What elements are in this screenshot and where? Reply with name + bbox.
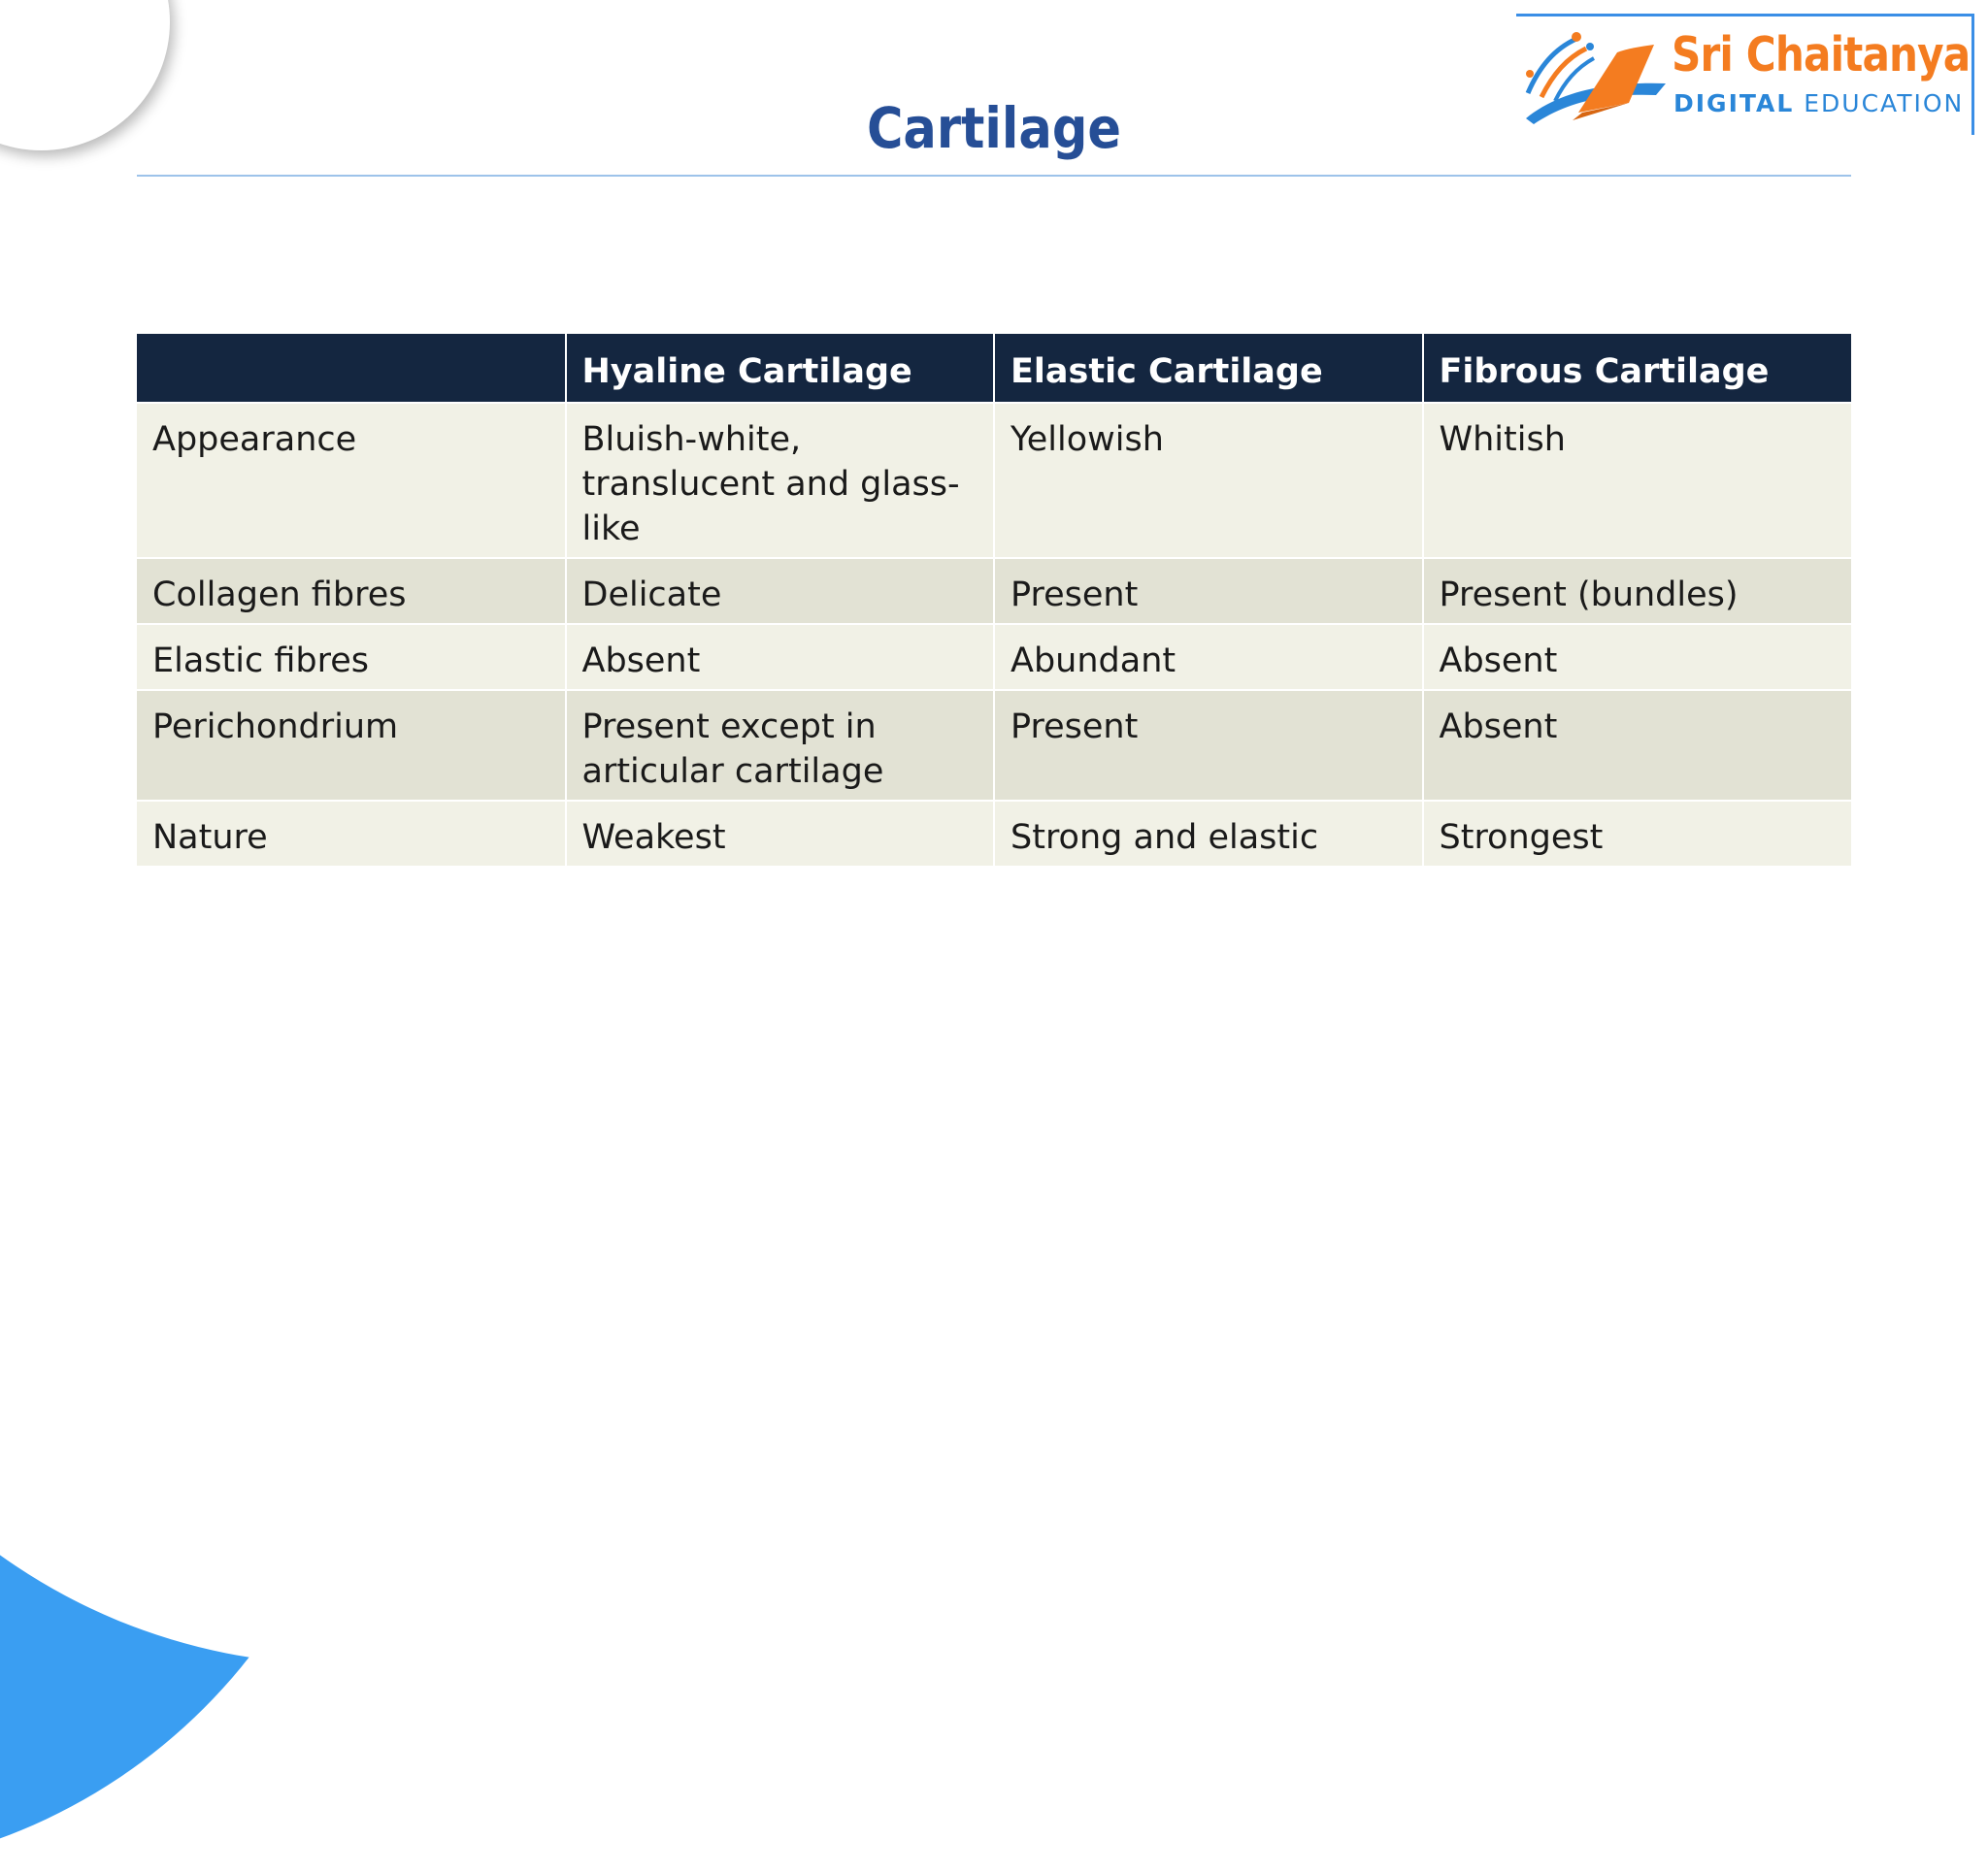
brand-top-line: [1516, 14, 1974, 16]
header-cell-fibrous: Fibrous Cartilage: [1423, 334, 1852, 403]
table-cell: Abundant: [994, 624, 1423, 690]
table-cell: Present (bundles): [1423, 558, 1852, 624]
school-emblem-badge: [0, 0, 170, 150]
table-row: [137, 403, 1851, 558]
table-row: [137, 801, 1851, 866]
table-cell: Whitish: [1423, 403, 1852, 558]
table-cell: Weakest: [566, 801, 995, 866]
cartilage-comparison-table: [137, 334, 1851, 866]
table-cell: Absent: [566, 624, 995, 690]
table-cell: Yellowish: [994, 403, 1423, 558]
row-label: Appearance: [137, 403, 566, 558]
table-cell: Bluish-white, translucent and glass-like: [566, 403, 995, 558]
table-cell: Strong and elastic: [994, 801, 1423, 866]
brand-subtitle-rest: EDUCATION: [1804, 89, 1965, 117]
header-cell-elastic: Elastic Cartilage: [994, 334, 1423, 403]
table-row: [137, 690, 1851, 801]
table-cell: Present except in articular cartilage: [566, 690, 995, 801]
table-cell: Present: [994, 690, 1423, 801]
table-cell: Present: [994, 558, 1423, 624]
school-emblem-icon: [0, 0, 45, 8]
row-label: Nature: [137, 801, 566, 866]
table-cell: Delicate: [566, 558, 995, 624]
row-label: Perichondrium: [137, 690, 566, 801]
page-title: Cartilage: [866, 95, 1122, 161]
brand-subtitle-bold: DIGITAL: [1673, 89, 1795, 117]
title-underline: [137, 175, 1851, 177]
table-row: [137, 624, 1851, 690]
table-header-row: [137, 334, 1851, 403]
table-cell: Strongest: [1423, 801, 1852, 866]
table-cell: Absent: [1423, 690, 1852, 801]
brand-name: Sri Chaitanya: [1672, 27, 1971, 82]
header-cell-hyaline: Hyaline Cartilage: [566, 334, 995, 403]
row-label: Elastic fibres: [137, 624, 566, 690]
table-row: [137, 558, 1851, 624]
brand-right-line: [1971, 14, 1974, 135]
header-cell-blank: [137, 334, 566, 403]
table-cell: Absent: [1423, 624, 1852, 690]
row-label: Collagen fibres: [137, 558, 566, 624]
